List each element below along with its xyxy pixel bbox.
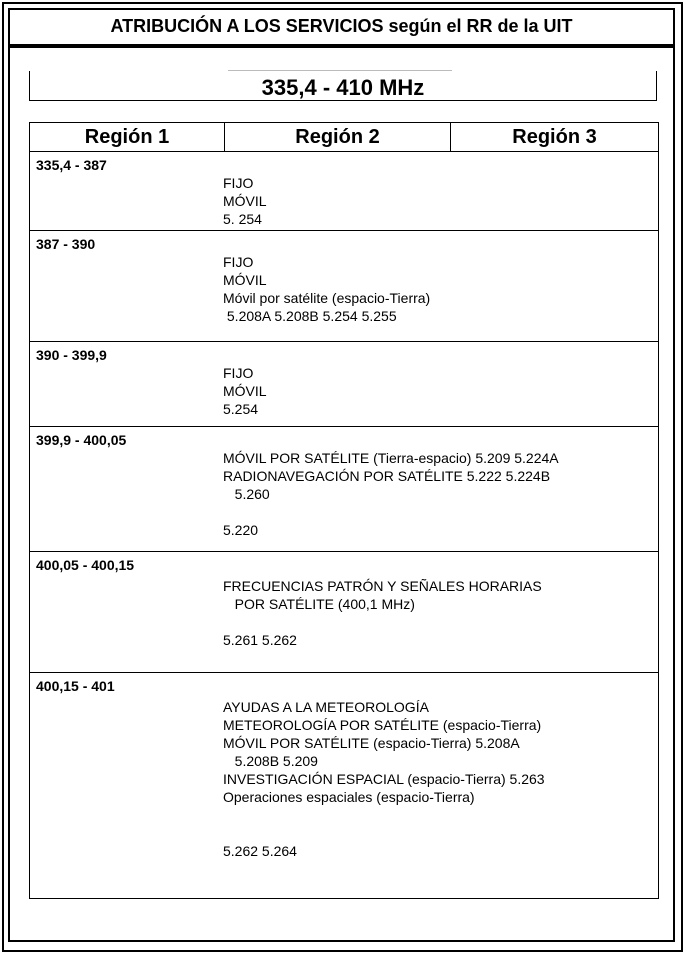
service-line: Operaciones espaciales (espacio-Tierra) [223,789,475,805]
allocation-cell [30,673,659,899]
service-line: 5.220 [223,522,259,538]
table-row [30,342,659,427]
service-line: AYUDAS A LA METEOROLOGÍA [223,699,429,715]
service-list [223,577,542,649]
service-line: METEOROLOGÍA POR SATÉLITE (espacio-Tierra) [223,717,542,733]
allocation-cell [30,552,659,673]
service-line [223,503,559,521]
frequency-range: 400,05 - 400,15 [36,557,135,573]
table-row [30,673,659,899]
service-line: RADIONAVEGACIÓN POR SATÉLITE 5.222 5.224B [223,468,551,484]
allocation-cell [30,342,659,427]
table-row [30,231,659,342]
allocation-cell [30,427,659,552]
header-region-1: Región 1 [30,123,225,152]
service-list [223,253,430,325]
service-line: 5.208B 5.209 [223,753,318,769]
band-range: 335,4 - 410 MHz [29,71,657,101]
table-row [30,427,659,552]
service-line: 5.208A 5.208B 5.254 5.255 [223,308,397,324]
service-line [223,806,545,824]
title-box [8,8,675,48]
table-row [30,152,659,231]
service-line: MÓVIL [223,193,267,209]
page-title: ATRIBUCIÓN A LOS SERVICIOS según el RR de la UIT [110,16,573,36]
frequency-range: 387 - 390 [36,236,96,252]
service-line [223,824,545,842]
service-line: MÓVIL POR SATÉLITE (Tierra-espacio) 5.209 5.224A [223,450,559,466]
allocation-table [29,122,659,899]
service-line [223,613,542,631]
service-line: FRECUENCIAS PATRÓN Y SEÑALES HORARIAS [223,578,542,594]
service-list [223,449,559,539]
service-line: FIJO [223,365,254,381]
service-line: 5.262 5.264 [223,843,297,859]
service-line: MÓVIL [223,272,267,288]
frequency-range: 400,15 - 401 [36,678,115,694]
allocation-cell [30,152,659,231]
allocation-cell [30,231,659,342]
frequency-range: 335,4 - 387 [36,157,107,173]
service-line: MÓVIL [223,383,267,399]
frequency-range: 390 - 399,9 [36,347,107,363]
service-line: Móvil por satélite (espacio-Tierra) [223,290,431,306]
service-line: MÓVIL POR SATÉLITE (espacio-Tierra) 5.208A [223,735,520,751]
table-row [30,552,659,673]
service-line: POR SATÉLITE (400,1 MHz) [223,596,415,612]
service-line: 5. 254 [223,211,262,227]
service-list [223,174,267,228]
service-line: 5.260 [223,486,270,502]
header-region-2: Región 2 [225,123,451,152]
service-line: FIJO [223,254,254,270]
service-line: INVESTIGACIÓN ESPACIAL (espacio-Tierra) 5.263 [223,771,545,787]
service-line: 5.254 [223,401,259,417]
frequency-range: 399,9 - 400,05 [36,432,127,448]
header-row [30,123,659,152]
service-list [223,364,267,418]
service-line: 5.261 5.262 [223,632,297,648]
service-line: FIJO [223,175,254,191]
service-list [223,698,545,860]
header-region-3: Región 3 [451,123,659,152]
